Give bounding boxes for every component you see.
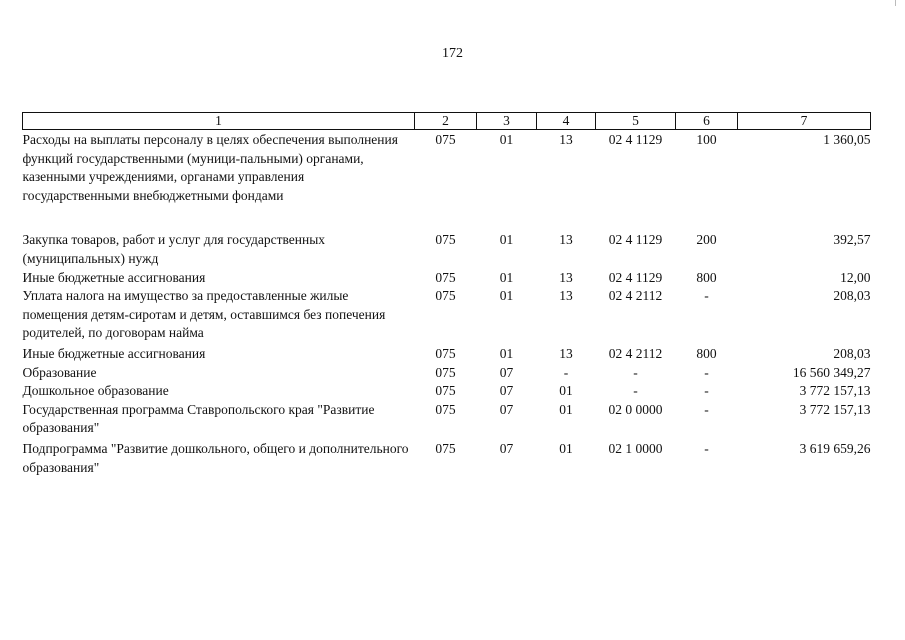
row-amount: 208,03: [833, 345, 871, 361]
column-header-6: 6: [676, 113, 738, 130]
row-name: Уплата налога на имущество за предоставленные жилые помещения детям-сиротам и детям, оставшимся без попечения родителей, по договорам найма: [22, 288, 386, 341]
table-row: [23, 382, 871, 401]
row-amount: 3 619 659,26: [799, 440, 871, 456]
table-row: [23, 130, 871, 206]
row-code-3: 01: [499, 345, 514, 361]
row-code-6: -: [704, 383, 709, 399]
page-number: 172: [442, 46, 463, 61]
row-code-5: 02 0 0000: [608, 401, 663, 417]
column-header-5: 5: [596, 113, 676, 130]
row-code-2: 075: [435, 288, 456, 304]
table-row: [23, 438, 871, 477]
row-name: Государственная программа Ставропольского края "Развитие образования": [22, 401, 375, 436]
row-code-4: 13: [559, 345, 573, 361]
column-header-1: 1: [23, 113, 415, 130]
budget-table: [22, 112, 871, 477]
row-code-5: -: [633, 364, 638, 380]
row-code-6: -: [704, 440, 709, 456]
row-name: Закупка товаров, работ и услуг для государственных (муниципальных) нужд: [22, 232, 326, 266]
table-row: [23, 205, 871, 268]
row-code-3: 07: [499, 440, 514, 456]
row-code-3: 01: [499, 269, 514, 285]
column-header-2: 2: [415, 113, 477, 130]
row-amount: 208,03: [833, 288, 871, 304]
row-code-5: 02 4 1129: [608, 132, 663, 147]
row-code-4: 01: [559, 401, 573, 417]
row-code-3: 07: [499, 401, 514, 417]
row-code-3: 01: [499, 132, 514, 147]
table-row: [23, 269, 871, 288]
row-code-2: 075: [435, 232, 456, 248]
row-name: Иные бюджетные ассигнования: [22, 269, 206, 285]
row-code-4: -: [563, 364, 569, 380]
row-code-5: 02 4 1129: [608, 269, 663, 285]
row-code-6: 200: [696, 232, 717, 248]
column-header-4: 4: [537, 113, 596, 130]
row-code-3: 01: [499, 232, 514, 248]
table-row: [23, 287, 871, 343]
row-code-3: 07: [499, 364, 514, 380]
row-code-5: 02 4 2112: [608, 345, 663, 361]
row-code-4: 13: [559, 132, 573, 147]
row-code-4: 01: [559, 440, 573, 456]
row-code-4: 01: [559, 383, 573, 399]
row-code-6: -: [704, 364, 709, 380]
table-header-row: [23, 113, 871, 130]
row-name: Расходы на выплаты персоналу в целях обеспечения выполнения функций государственными (муници-пальными) органами, казенными учреждениями, органами управления государственными внебюджетными фондами: [22, 132, 398, 203]
row-amount: 392,57: [833, 232, 871, 248]
row-code-6: 100: [696, 132, 717, 147]
row-code-6: 800: [696, 345, 717, 361]
table-row: [23, 401, 871, 438]
row-code-5: 02 4 1129: [608, 232, 663, 248]
row-amount: 3 772 157,13: [799, 383, 871, 399]
row-amount: 12,00: [840, 269, 871, 285]
row-code-4: 13: [559, 288, 573, 304]
row-code-2: 075: [435, 440, 456, 456]
row-code-2: 075: [435, 132, 456, 147]
row-code-3: 01: [499, 288, 514, 304]
row-code-2: 075: [435, 345, 456, 361]
row-code-5: 02 4 2112: [608, 288, 663, 304]
row-code-6: -: [704, 288, 709, 304]
row-code-4: 13: [559, 269, 573, 285]
row-code-2: 075: [435, 269, 456, 285]
column-header-7: 7: [738, 113, 871, 130]
table-row: [23, 343, 871, 364]
row-amount: 3 772 157,13: [799, 401, 871, 417]
row-code-2: 075: [435, 364, 456, 380]
row-name: Подпрограмма "Развитие дошкольного, общего и дополнительного образования": [22, 440, 409, 475]
row-code-4: 13: [559, 232, 573, 248]
row-code-5: -: [633, 383, 638, 399]
row-name: Дошкольное образование: [22, 383, 169, 399]
row-code-2: 075: [435, 383, 456, 399]
table-row: [23, 364, 871, 383]
scan-corner-mark: [895, 0, 896, 6]
row-code-6: 800: [696, 269, 717, 285]
column-header-3: 3: [477, 113, 537, 130]
row-amount: 1 360,05: [823, 132, 871, 147]
row-name: Образование: [22, 364, 97, 380]
row-code-2: 075: [435, 401, 456, 417]
row-code-6: -: [704, 401, 709, 417]
row-code-3: 07: [499, 383, 514, 399]
row-code-5: 02 1 0000: [608, 440, 663, 456]
row-amount: 16 560 349,27: [792, 364, 871, 380]
row-name: Иные бюджетные ассигнования: [22, 345, 206, 361]
